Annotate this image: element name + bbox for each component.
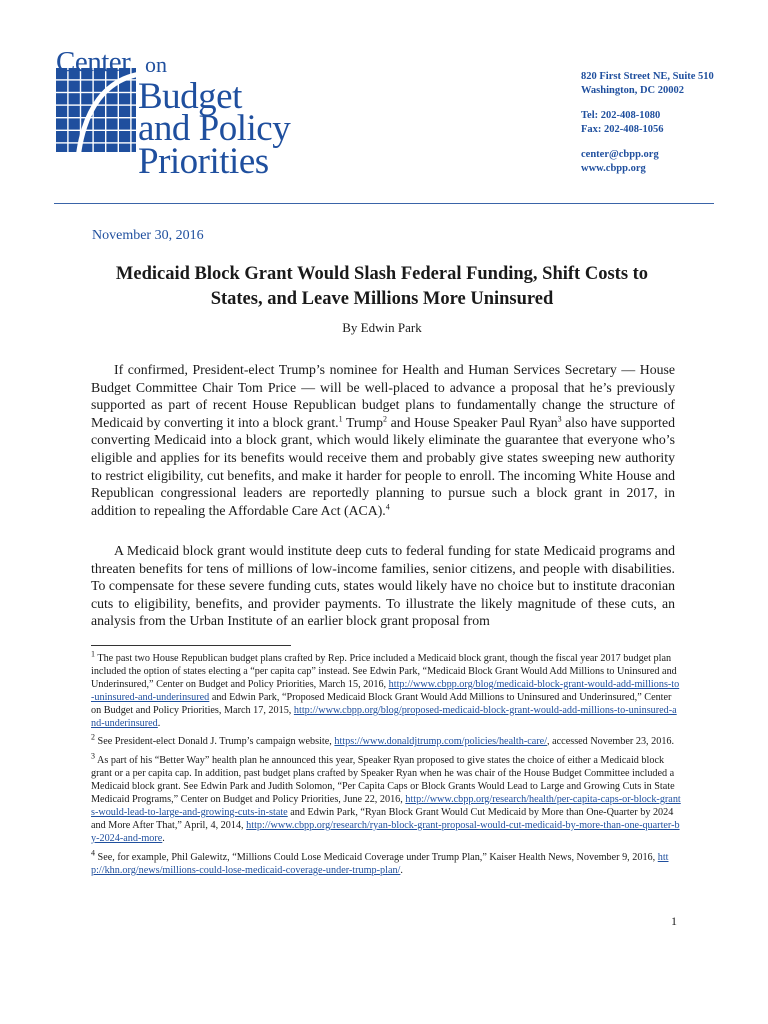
footnote-ref-1[interactable]: 1 (338, 414, 343, 424)
paragraph-1 (91, 361, 675, 519)
footnote-1-text: The past two House Republican budget plans crafted by Rep. Price included a Medicaid block grant, though the fiscal year 2017 budget plan included the option of states electing a “per capita cap” instead. See Edwin Park, “Medicaid Block Grant Would Add Millions to Uninsured and Underinsured,” Center on Budget and Policy Priorities, March 15, 2016, (91, 653, 677, 690)
logo-text-policy: and Policy (138, 108, 291, 149)
footnote-2-end: , accessed November 23, 2016. (547, 736, 675, 748)
footnotes (91, 649, 681, 884)
page-number: 1 (671, 914, 677, 928)
footnote-4-link[interactable]: http://khn.org/news/millions-could-lose-medicaid-coverage-under-trump-plan/ (91, 851, 669, 876)
footnote-1-end: . (157, 717, 161, 729)
document-date: November 30, 2016 (92, 228, 204, 243)
footnote-4 (91, 848, 681, 878)
logo-text-on: on (145, 52, 167, 77)
header-divider (54, 203, 714, 204)
footnote-1-number: 1 (91, 649, 95, 659)
logo-text-budget: Budget (138, 76, 242, 117)
footnote-4-end: . (400, 864, 403, 876)
footnote-3-end: . (162, 832, 165, 844)
footnote-1-link-1[interactable]: http://www.cbpp.org/blog/medicaid-block-grant-would-add-millions-to-uninsured-and-underinsured (91, 678, 680, 703)
footnote-ref-3[interactable]: 3 (557, 414, 562, 424)
footnote-2-text: See President-elect Donald J. Trump’s campaign website, (95, 736, 335, 748)
logo-text-priorities: Priorities (138, 141, 269, 182)
logo-wordmark (56, 46, 291, 182)
footnote-1-link-2[interactable]: http://www.cbpp.org/blog/proposed-medicaid-block-grant-would-add-millions-to-uninsured-and-underinsured (91, 704, 677, 729)
footnote-ref-4[interactable]: 4 (385, 502, 390, 512)
footnote-3-link-2[interactable]: http://www.cbpp.org/research/ryan-block-grant-proposal-would-cut-medicaid-by-more-than-one-quarter-by-2024-and-more (91, 819, 680, 844)
fax: Fax: 202-408-1056 (581, 123, 664, 135)
telephone: Tel: 202-408-1080 (581, 110, 661, 121)
footnote-1 (91, 649, 681, 730)
p1-text-a: If confirmed, President-elect Trump’s nominee for Health and Human Services Secretary — House Budget Committee Chair Tom Price — will be well-placed to advance a proposal that he’s previously supported as part of recent House Republican budget plans to fundamentally change the structure of Medicaid by converting it into a block grant. (91, 362, 675, 430)
footnote-3-number: 3 (91, 751, 95, 761)
p1-text-b: Trump (342, 414, 384, 430)
footnote-3-text: As part of his “Better Way” health plan he announced this year, Speaker Ryan proposed to give states the choice of either a Medicaid block grant or a per capita cap. In addition, past budget plans crafted by Speaker Ryan when he was chair of the House Budget Committee included a Medicaid block grant. See Edwin Park and Judith Solomon, “Per Capita Caps or Block Grants Would Lead to Large and Growing Cuts in State Medicaid Programs,” Center on Budget and Policy Priorities, June 22, 2016, (91, 755, 675, 806)
cbpp-logo (56, 46, 291, 182)
contact-info (581, 70, 714, 175)
footnote-2 (91, 733, 681, 749)
byline: By Edwin Park (342, 320, 422, 335)
p1-text-d: also have supported converting Medicaid into a block grant, which would likely eliminate the guarantee that everyone who’s eligible and applies for its benefits would receive them and probably give states sweeping new authority to restrict eligibility, cut benefits, and make it harder for people to enroll. The incoming White House and Republican congressional leaders are reportedly planning to pursue such a block grant in 2017, in addition to repealing the Affordable Care Act (ACA). (91, 414, 675, 518)
footnote-4-text: See, for example, Phil Galewitz, “Millions Could Lose Medicaid Coverage under Trump Plan,” Kaiser Health News, November 9, 2016, (95, 851, 658, 863)
address-line-2: Washington, DC 20002 (581, 84, 684, 96)
logo-text-center: Center (56, 46, 131, 78)
footnote-2-link[interactable]: https://www.donaldjtrump.com/policies/health-care/ (334, 736, 548, 748)
footnote-1-mid: and Edwin Park, “Proposed Medicaid Block Grant Would Add Millions to Uninsured and Underinsured,” Center on Budget and Policy Priorities, March 17, 2015, (91, 691, 672, 716)
email-link[interactable]: center@cbpp.org (581, 149, 659, 160)
paragraph-2: A Medicaid block grant would institute deep cuts to federal funding for state Medicaid programs and threaten benefits for tens of millions of low-income families, senior citizens, and people with disabilities. To compensate for these severe funding cuts, states would likely have no choice but to institute draconian cuts to eligibility, benefits, and provider payments. To illustrate the likely magnitude of these cuts, an analysis from the Urban Institute of an earlier block grant proposal from (91, 543, 675, 629)
footnote-ref-2[interactable]: 2 (383, 414, 388, 424)
document-title: Medicaid Block Grant Would Slash Federal Funding, Shift Costs to States, and Leave Millions More Uninsured (115, 264, 649, 309)
footnote-divider (91, 645, 291, 646)
footnote-2-number: 2 (91, 733, 95, 743)
p1-text-c: and House Speaker Paul Ryan (387, 414, 558, 430)
footnote-3-link-1[interactable]: http://www.cbpp.org/research/health/per-capita-caps-or-block-grants-would-lead-to-large-and-growing-cuts-in-state (91, 794, 681, 818)
address-line-1: 820 First Street NE, Suite 510 (581, 71, 714, 82)
footnote-3-mid: and Edwin Park, “Ryan Block Grant Would Cut Medicaid by More than One-Quarter by 2024 and More After That,” April, 4, 2014, (91, 806, 674, 831)
footnote-4-number: 4 (91, 848, 95, 858)
footnote-3 (91, 751, 681, 845)
website-link[interactable]: www.cbpp.org (581, 162, 646, 174)
